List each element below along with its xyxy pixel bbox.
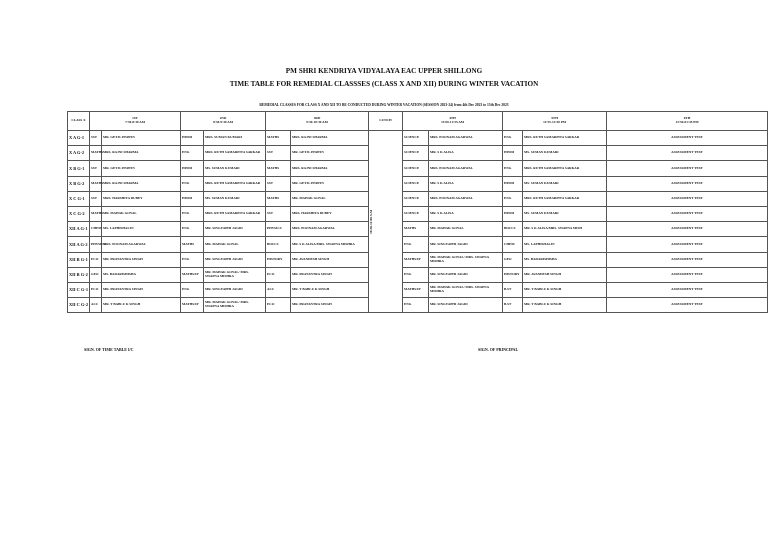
- assessment-cell: ASSESSMENT TEST: [607, 267, 768, 282]
- teacher-cell: MR. PRATANTRA SINGH: [291, 267, 369, 282]
- teacher-cell: MR. SINGYAPHI JAGDI: [204, 282, 266, 297]
- teacher-cell: MS. SUMAN KUMARI: [204, 161, 266, 176]
- subject-cell: ENG: [503, 131, 523, 146]
- class-cell: X A G-1: [68, 131, 90, 146]
- class-cell: XII B G-2: [68, 267, 90, 282]
- teacher-cell: MR. PRATANTRA SINGH: [102, 252, 181, 267]
- teacher-cell: MR. SINGYAPHI JAGDI: [429, 267, 503, 282]
- class-cell: XII B G-1: [68, 252, 90, 267]
- teacher-cell: MR. GETJL PERTIN: [291, 146, 369, 161]
- teacher-cell: MR. SINGYAPHI JAGDI: [429, 298, 503, 313]
- subject-cell: B.ST: [503, 298, 523, 313]
- subject-cell: ENG: [503, 191, 523, 206]
- teacher-cell: MR. GETJL PERTIN: [291, 176, 369, 191]
- subject-cell: SST: [266, 176, 291, 191]
- table-row: [68, 222, 768, 237]
- subject-cell: HINDI: [181, 161, 204, 176]
- teacher-cell: MR. GETJL PERTIN: [102, 161, 181, 176]
- lunch-header: LUNCH: [369, 112, 403, 131]
- subject-cell: ENG: [181, 282, 204, 297]
- subject-cell: HISTORY: [266, 252, 291, 267]
- teacher-cell: MRS. RAJNI SHARMA: [102, 146, 181, 161]
- subject-cell: SCIENCE: [403, 176, 429, 191]
- teacher-cell: MRS. POONAM AGARWAL: [429, 161, 503, 176]
- subject-cell: BIO/CS: [266, 237, 291, 252]
- teacher-cell: MRS. SUMAN KUMARI: [204, 131, 266, 146]
- subject-cell: HINDI: [503, 146, 523, 161]
- assessment-cell: ASSESSMENT TEST: [607, 237, 768, 252]
- assessment-cell: ASSESSMENT TEST: [607, 191, 768, 206]
- teacher-cell: MS. SUMAN KUMARI: [523, 206, 607, 221]
- teacher-cell: MR. PRATANTRA SINGH: [102, 282, 181, 297]
- assessment-cell: ASSESSMENT TEST: [607, 206, 768, 221]
- lunch-cell: [369, 131, 403, 313]
- period-1-header: 1ST 7:30-8:30 AM: [90, 112, 181, 131]
- teacher-cell: MR. T BABLU K SINGH: [102, 298, 181, 313]
- subject-cell: SST: [90, 131, 102, 146]
- teacher-cell: MS. LAPHISHALIN: [102, 222, 181, 237]
- teacher-cell: MRS. HARSHITA DUBEY: [291, 206, 369, 221]
- subject-cell: ECO: [90, 252, 102, 267]
- period-5-header: 5TH 11:55-12:50 PM: [503, 112, 607, 131]
- subject-cell: HINDI: [503, 206, 523, 221]
- subject-cell: SCIENCE: [403, 206, 429, 221]
- assessment-cell: ASSESSMENT TEST: [607, 282, 768, 297]
- table-row: [68, 282, 768, 297]
- teacher-cell: MR. SINGYAPHI JAGDI: [204, 252, 266, 267]
- class-cell: XII A G-2: [68, 237, 90, 252]
- assessment-cell: ASSESSMENT TEST: [607, 222, 768, 237]
- teacher-cell: MR. S K ALISA: [429, 176, 503, 191]
- subject-cell: MATHS: [266, 131, 291, 146]
- subject-cell: MATHS: [403, 222, 429, 237]
- teacher-cell: MRS. RAJNI SHARMA: [102, 176, 181, 191]
- subject-cell: MATHS/IP: [181, 298, 204, 313]
- teacher-cell: MR. S K ALISA: [429, 206, 503, 221]
- teacher-cell: MR. MAHAK GOYAL/ MRS. SWAPNA MISHRA: [204, 267, 266, 282]
- teacher-cell: MRS. RUTH SAMARPITA SARKAR: [204, 206, 266, 221]
- teacher-cell: MR. T BABLU K SINGH: [523, 298, 607, 313]
- subject-cell: SCIENCE: [403, 146, 429, 161]
- subject-cell: SCIENCE: [403, 161, 429, 176]
- subject-cell: B.ST: [503, 282, 523, 297]
- subject-cell: PHYSICS: [90, 237, 102, 252]
- class-cell: XII C G-2: [68, 298, 90, 313]
- timetable-incharge-signature: SIGN. OF TIME TABLE I/C: [84, 347, 134, 352]
- teacher-cell: MRS. RUTH SAMARPITA SARKAR: [204, 176, 266, 191]
- subject-cell: MATHS: [266, 161, 291, 176]
- subject-cell: ENG: [403, 267, 429, 282]
- subject-cell: MATHS: [266, 191, 291, 206]
- subject-cell: CHEM: [503, 237, 523, 252]
- subject-cell: SST: [90, 161, 102, 176]
- teacher-cell: MR. MAHAK GOYAL/ MRS. SWAPNA MISHRA: [429, 252, 503, 267]
- table-row: [68, 161, 768, 176]
- class-cell: X B G-2: [68, 176, 90, 191]
- subject-cell: MATHS/IP: [181, 267, 204, 282]
- table-row: [68, 176, 768, 191]
- subject-cell: ENG: [403, 237, 429, 252]
- subject-cell: HINDI: [181, 131, 204, 146]
- assessment-cell: ASSESSMENT TEST: [607, 131, 768, 146]
- class-cell: X B G-1: [68, 161, 90, 176]
- timetable-subtitle: REMEDIAL CLASSES FOR CLASS X AND XII TO BE CONDUCTED DURING WINTER VACATION (SESSION 2023-24) from 4th Dec 2023 to 13th Dec 2023: [259, 103, 509, 107]
- teacher-cell: MRS. POONAM AGARWAL: [102, 237, 181, 252]
- teacher-cell: MR. MAHAK GOYAL: [204, 237, 266, 252]
- subject-cell: ECO: [90, 282, 102, 297]
- table-row: [68, 206, 768, 221]
- subject-cell: MATHS: [90, 176, 102, 191]
- class-cell: X A G-2: [68, 146, 90, 161]
- subject-cell: ENG: [503, 161, 523, 176]
- teacher-cell: MS. SUMAN KUMARI: [204, 191, 266, 206]
- subject-cell: GEO: [90, 267, 102, 282]
- subject-cell: HISTORY: [503, 267, 523, 282]
- teacher-cell: MR. S K ALISA/MRS. SWAPNA MISHRA: [291, 237, 369, 252]
- assessment-cell: ASSESSMENT TEST: [607, 252, 768, 267]
- table-row: [68, 252, 768, 267]
- subject-cell: ACC: [90, 298, 102, 313]
- table-row: [68, 131, 768, 146]
- assessment-cell: ASSESSMENT TEST: [607, 146, 768, 161]
- teacher-cell: MR. MAHAK GOYAL: [429, 222, 503, 237]
- teacher-cell: MRS. RUTH SAMARPITA SARKAR: [204, 146, 266, 161]
- teacher-cell: MR. S K ALISA/MRS. SWAPNA MISH: [523, 222, 607, 237]
- class-header: CLASS X: [68, 112, 90, 131]
- assessment-cell: ASSESSMENT TEST: [607, 161, 768, 176]
- table-row: [68, 191, 768, 206]
- subject-cell: MATHS: [90, 146, 102, 161]
- subject-cell: ENG: [181, 206, 204, 221]
- teacher-cell: MR. GETJL PERTIN: [102, 131, 181, 146]
- subject-cell: HINDI: [181, 191, 204, 206]
- principal-signature: SIGN. OF PRINCIPAL: [478, 347, 519, 352]
- teacher-cell: MS. SUMAN KUMARI: [523, 176, 607, 191]
- table-row: [68, 146, 768, 161]
- subject-cell: HINDI: [503, 176, 523, 191]
- subject-cell: MATHS/IP: [403, 282, 429, 297]
- class-cell: XII A G-1: [68, 222, 90, 237]
- table-row: [68, 237, 768, 252]
- teacher-cell: MR. AVANDESH SINGH: [291, 252, 369, 267]
- teacher-cell: MS. BADARISHISHA: [523, 252, 607, 267]
- subject-cell: MATHS: [181, 237, 204, 252]
- period-2-header: 2ND 8:30-9:30 AM: [181, 112, 266, 131]
- teacher-cell: MR. SINGYAPHI JAGDI: [429, 237, 503, 252]
- period-6-header: 6TH 12:50-01:45 PM: [607, 112, 768, 131]
- teacher-cell: MR. PRATANTRA SINGH: [291, 298, 369, 313]
- subject-cell: SCIENCE: [403, 131, 429, 146]
- subject-cell: ENG: [181, 252, 204, 267]
- teacher-cell: MR. S K ALISA: [429, 146, 503, 161]
- table-row: [68, 267, 768, 282]
- subject-cell: ENG: [181, 146, 204, 161]
- school-name: PM SHRI KENDRIYA VIDYALAYA EAC UPPER SHILLONG: [285, 67, 483, 75]
- assessment-cell: ASSESSMENT TEST: [607, 176, 768, 191]
- subject-cell: ACC: [266, 282, 291, 297]
- class-cell: X C G-2: [68, 206, 90, 221]
- class-cell: XII C G-1: [68, 282, 90, 297]
- teacher-cell: MRS. RUTH SAMARPITA SARKAR: [523, 161, 607, 176]
- subject-cell: ENG: [403, 298, 429, 313]
- timetable-title: TIME TABLE FOR REMEDIAL CLASSSES (CLASS X AND XII) DURING WINTER VACATION: [229, 80, 539, 88]
- subject-cell: ENG: [181, 176, 204, 191]
- subject-cell: SCIENCE: [403, 191, 429, 206]
- teacher-cell: MS. LAPHISHALIN: [523, 237, 607, 252]
- subject-cell: ENG: [181, 222, 204, 237]
- teacher-cell: MRS. RAJNI SHARMA: [291, 161, 369, 176]
- teacher-cell: MRS. HARSHITA DUBEY: [102, 191, 181, 206]
- teacher-cell: MR. SINGYAPHI JAGDI: [204, 222, 266, 237]
- subject-cell: CHEM: [90, 222, 102, 237]
- teacher-cell: MRS. POONAM AGARWAL: [429, 191, 503, 206]
- teacher-cell: MR. AVANDESH SINGH: [523, 267, 607, 282]
- header-row: [68, 112, 768, 131]
- timetable: [67, 111, 768, 313]
- assessment-cell: ASSESSMENT TEST: [607, 298, 768, 313]
- subject-cell: ECO: [266, 298, 291, 313]
- subject-cell: MATHS/IP: [403, 252, 429, 267]
- teacher-cell: MS. SUMAN KUMARI: [523, 146, 607, 161]
- teacher-cell: MR. MAHAK GOYAL/ MRS. SWAPNA MISHRA: [429, 282, 503, 297]
- table-row: [68, 298, 768, 313]
- teacher-cell: MRS. RUTH SAMARPITA SARKAR: [523, 191, 607, 206]
- teacher-cell: MRS. RUTH SAMARPITA SARKAR: [523, 131, 607, 146]
- lunch-time: 10:30-11:00 A.M: [369, 209, 374, 234]
- subject-cell: MATHS: [90, 206, 102, 221]
- subject-cell: ECO: [266, 267, 291, 282]
- period-4-header: 4TH 11:00-11:55 AM: [403, 112, 503, 131]
- subject-cell: PHYSICS: [266, 222, 291, 237]
- subject-cell: SST: [266, 206, 291, 221]
- subject-cell: SST: [266, 146, 291, 161]
- teacher-cell: MR. MAHAK GOYAL: [291, 191, 369, 206]
- teacher-cell: MS. BADARISHISHA: [102, 267, 181, 282]
- teacher-cell: MR. T BABLU K SINGH: [523, 282, 607, 297]
- teacher-cell: MR. T BABLU K SINGH: [291, 282, 369, 297]
- class-cell: X C G-1: [68, 191, 90, 206]
- subject-cell: BIO/CS: [503, 222, 523, 237]
- period-3-header: 3RD 9:30-10:30 AM: [266, 112, 369, 131]
- teacher-cell: MR. MAHAK GOYAL: [102, 206, 181, 221]
- teacher-cell: MRS. POONAM AGARWAL: [291, 222, 369, 237]
- teacher-cell: MRS. RAJNI SHARMA: [291, 131, 369, 146]
- teacher-cell: MR. MAHAK GOYAL/ MRS. SWAPNA MISHRA: [204, 298, 266, 313]
- subject-cell: GEO: [503, 252, 523, 267]
- teacher-cell: MRS. POONAM AGARWAL: [429, 131, 503, 146]
- subject-cell: SST: [90, 191, 102, 206]
